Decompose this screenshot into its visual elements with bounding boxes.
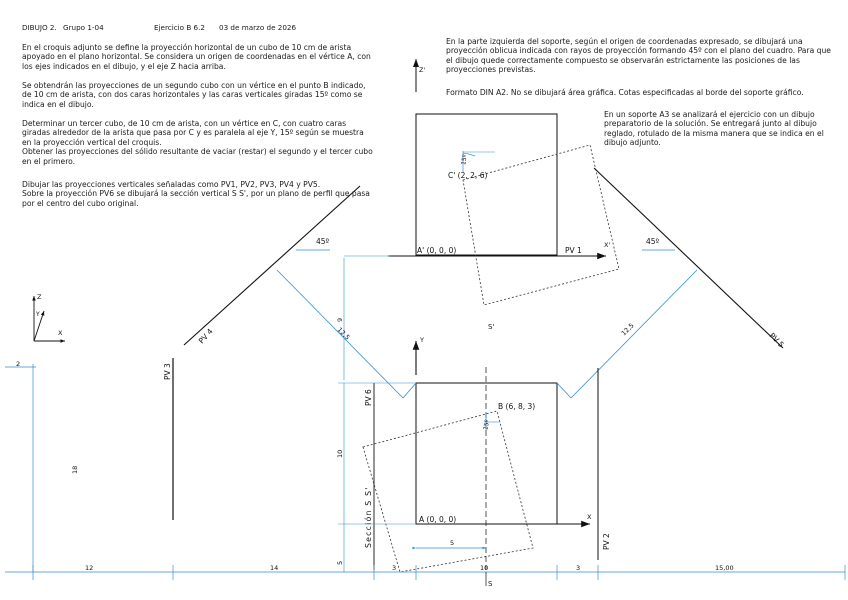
instruction-paragraph-1: En el croquis adjunto se define la proyección horizontal de un cubo de 10 cm de arista apoyado en el plano horizontal. Se considera un origen de coordenadas en el vértice A, con los ejes indicados en el dibujo, y el eje Z hacia arriba. — [22, 43, 371, 71]
label-axis-z-small: Z — [37, 293, 42, 301]
label-a: A (0, 0, 0) — [419, 515, 457, 524]
label-pv6: PV 6 — [364, 389, 373, 406]
construction-right-end — [557, 383, 571, 398]
label-axis-z-prime: Z' — [419, 66, 426, 74]
dim-15: 15,00 — [715, 564, 734, 572]
pv5-line — [594, 168, 783, 348]
label-b: B (6, 8, 3) — [498, 402, 536, 411]
instruction-paragraph-4: Dibujar las proyecciones verticales señaladas como PV1, PV2, PV3, PV4 y PV5. Sobre la proyección PV6 se dibujará la sección vertical S S', por un plano de perfil que pasa por el centro del cubo original. — [22, 180, 370, 208]
label-pv2: PV 2 — [602, 533, 611, 550]
instruction-paragraph-2: Se obtendrán las proyecciones de un segundo cubo con un vértice en el punto B indicado, de 10 cm de arista, con dos caras horizontales y las caras verticales giradas 15º como se indica en el dibujo. — [22, 81, 366, 109]
oblique-lines — [184, 168, 783, 398]
label-axis-y: Y — [420, 336, 424, 344]
bottom-projection — [363, 341, 590, 572]
dim-14: 14 — [270, 564, 279, 572]
label-s-prime: S' — [488, 323, 495, 331]
dim-12-5-right: 12,5 — [619, 321, 636, 338]
header-fecha: 03 de marzo de 2026 — [219, 23, 297, 32]
label-seccion: Sección S S' — [364, 486, 373, 548]
dim-2: 2 — [16, 360, 21, 368]
header-dibujo: DIBUJO 2. — [22, 23, 57, 32]
construction-right-45 — [571, 270, 697, 398]
dim-3-right: 3 — [576, 564, 581, 572]
construction-left-end — [403, 383, 416, 398]
dim-9: 9 — [336, 317, 344, 322]
label-pv1: PV 1 — [565, 246, 582, 255]
dim-10-bottom: 10 — [480, 564, 489, 572]
header-ejercicio: Ejercicio B 6.2 — [154, 23, 205, 32]
label-s: S — [488, 580, 493, 588]
plan-square — [416, 383, 557, 524]
label-angle-15-bottom: 15º — [482, 419, 492, 431]
pv4-line — [184, 186, 360, 345]
dim-5-vertical: 5 — [336, 560, 344, 565]
label-a-prime: A' (0, 0, 0) — [417, 246, 457, 255]
instruction-paragraph-7: En un soporte A3 se analizará el ejercicio con un dibujo preparatorio de la solución. Se entregará junto al dibujo reglado, rotulado de la misma manera que se indica en el dibujo adjunto. — [604, 110, 824, 148]
label-axis-x-small: X — [58, 329, 63, 337]
label-angle-45-left: 45º — [316, 237, 330, 246]
label-pv3: PV 3 — [163, 363, 172, 380]
instruction-paragraph-5: En la parte izquierda del soporte, según el origen de coordenadas expresado, se dibujará una proyección oblicua indicada con rayos de proyección formando 45º con el plano del cuadro. Para que el dibujo quede correctamente compuesto se observarán estrictamente las posiciones de las proyecciones previstas. — [446, 37, 831, 75]
label-pv5: PV 5 — [767, 331, 786, 350]
top-projection — [388, 59, 619, 305]
label-axis-y-small: Y — [36, 311, 40, 318]
dim-5-horizontal: 5 — [450, 539, 455, 547]
elevation-square — [416, 114, 557, 255]
label-angle-45-right: 45º — [646, 237, 660, 246]
label-c-prime: C' (2, 2, 6) — [448, 171, 488, 180]
header-grupo: Grupo 1-04 — [63, 23, 104, 32]
instruction-paragraph-6: Formato DIN A2. No se dibujará área gráfica. Cotas especificadas al borde del soporte gráfico. — [446, 88, 804, 97]
dim-12-5-left: 12,5 — [335, 325, 352, 342]
dim-12: 12 — [85, 564, 94, 572]
dim-18: 18 — [71, 465, 79, 474]
dim-3-left: 3 — [392, 564, 397, 572]
label-pv4: PV 4 — [196, 326, 215, 346]
label-axis-x: X — [587, 513, 592, 521]
label-axis-x-prime: X' — [604, 241, 611, 249]
dim-10-vertical: 10 — [336, 449, 344, 458]
instruction-paragraph-3: Determinar un tercer cubo, de 10 cm de arista, con un vértice en C, con cuatro caras giradas alrededor de la arista que pasa por C y es paralela al eje Y, 15º según se muestra en la proyección vertical del croquis. Obtener las proyecciones del sólido resultante de vaciar (restar) el segundo y el tercer cubo en el primero. — [22, 119, 373, 166]
label-angle-15-top: 15º — [460, 154, 469, 166]
